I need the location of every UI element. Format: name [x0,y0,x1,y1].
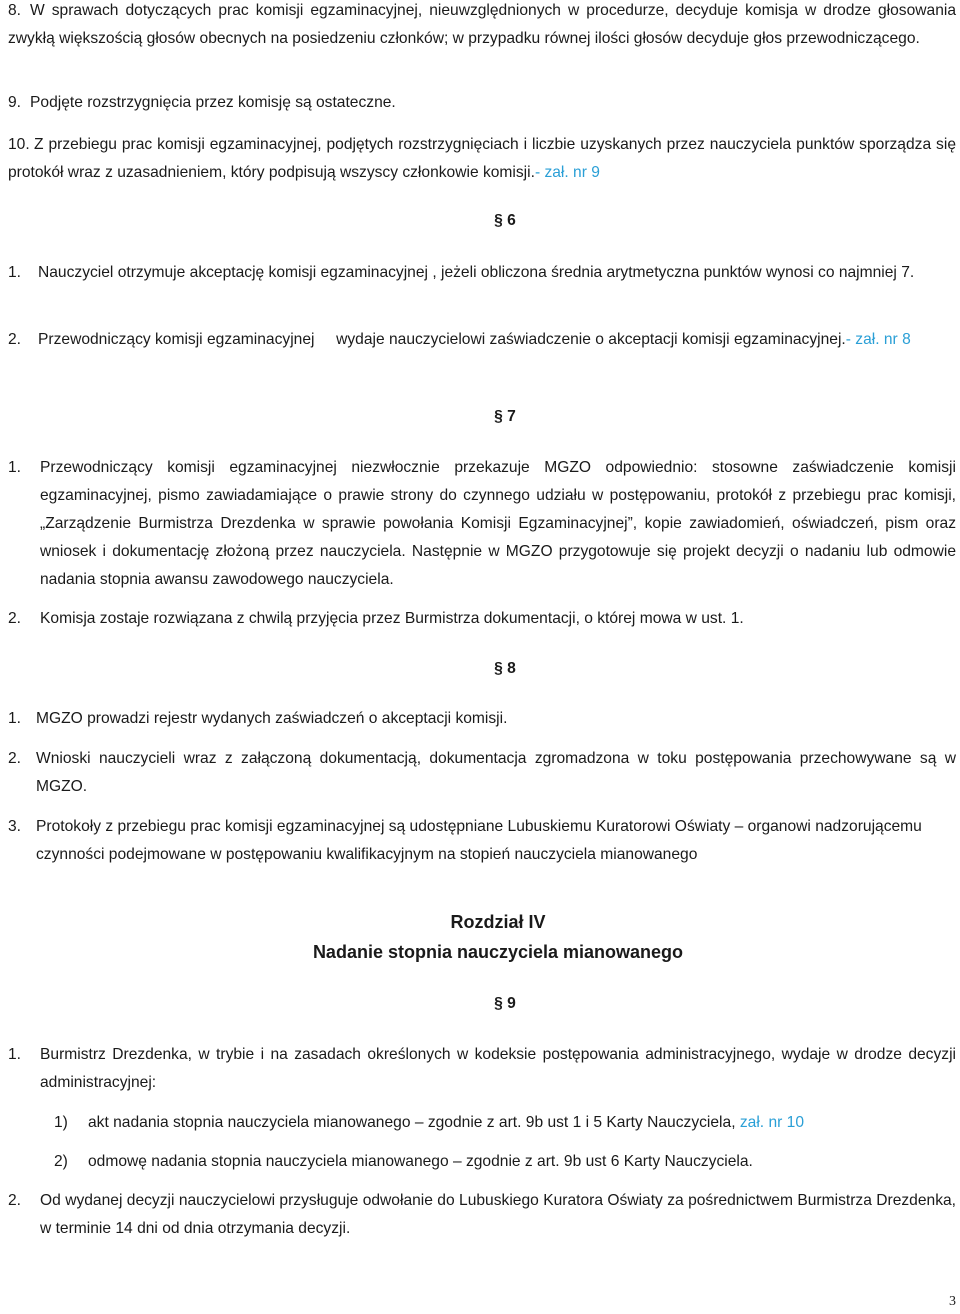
section-heading-7: § 7 [494,408,516,425]
chapter-subtitle: Nadanie stopnia nauczyciela mianowanego [312,942,684,962]
item-text: Przewodniczący komisji egzaminacyjnej niezwłocznie przekazuje MGZO odpowiednio: stosowne zaświadczenie komisji egzaminacyjnej, pismo zawiadamiające o prawie strony do czynnego udziału w postępowaniu, protokół z przebiegu prac komisji, „Zarządzenie Burmistrza Drezdenka w sprawie powołania Komisji Egzaminacyjnej”, kopie zawiadomień, oświadczeń, pism oraz wniosek i dokumentację złożoną przez nauczyciela. Następnie w MGZO przygotowuje się projekt decyzji o nadaniu lub odmowie nadania stopnia awansu zawodowego nauczyciela. [40,459,956,588]
paragraph-8-2 [8,745,956,801]
attachment-link[interactable]: - zał. nr 9 [534,164,600,181]
item-text: Wnioski nauczycieli wraz z załączoną dokumentacją, dokumentacja zgromadzona w toku postępowania przechowywane są w MGZO. [36,750,956,795]
paragraph-5-10 [8,131,956,187]
subitem-9-1-2 [54,1148,954,1176]
item-text: Z przebiegu prac komisji egzaminacyjnej, podjętych rozstrzygnięciach i liczbie uzyskanych przez nauczyciela punktów sporządza się protokół wraz z uzasadnieniem, który podpisują wszyscy członkowie komisji. [8,136,956,181]
subitem-9-1-1 [54,1109,954,1137]
item-number: 2. [8,331,22,348]
item-number: 2. [8,610,22,627]
section-heading-9: § 9 [494,995,516,1012]
item-text [54,1109,954,1137]
item-text: Podjęte rozstrzygnięcia przez komisję są ostateczne. [30,94,396,111]
item-text-body: Przewodniczący komisji egzaminacyjnej wydaje nauczycielowi zaświadczenie o akceptacji komisji egzaminacyjnej. [38,331,846,348]
paragraph-6-2 [8,326,956,354]
item-number: 2. [8,1192,22,1209]
paragraph-9-1 [8,1041,956,1097]
attachment-link[interactable]: zał. nr 10 [739,1114,805,1131]
paragraph-5-8 [8,0,956,53]
paragraph-9-2 [8,1187,956,1243]
item-text [8,326,956,354]
paragraph-8-1 [8,705,956,733]
item-number: 2) [54,1153,68,1170]
attachment-link[interactable]: - zał. nr 8 [845,331,911,348]
item-number: 1) [54,1114,68,1131]
item-number: 9. [8,94,22,111]
item-text: Komisja zostaje rozwiązana z chwilą przyjęcia przez Burmistrza dokumentacji, o której mowa w ust. 1. [40,610,744,627]
paragraph-7-2 [8,605,956,633]
item-number: 10. [8,136,30,153]
section-heading-8: § 8 [494,660,516,677]
item-number: 1. [8,1046,22,1063]
item-number: 8. [8,2,22,19]
item-number: 1. [8,264,22,281]
item-text: W sprawach dotyczących prac komisji egzaminacyjnej, nieuwzględnionych w procedurze, decyduje komisja w drodze głosowania zwykłą większością głosów obecnych na posiedzeniu członków; w przypadku równej ilości głosów decyduje głos przewodniczącego. [8,2,956,47]
section-heading-6: § 6 [494,212,516,229]
item-number: 1. [8,459,22,476]
item-text-body: akt nadania stopnia nauczyciela mianowanego – zgodnie z art. 9b ust 1 i 5 Karty Nauczyciela, [88,1114,740,1131]
paragraph-8-3 [8,813,956,869]
paragraph-5-9 [8,89,956,117]
item-text: MGZO prowadzi rejestr wydanych zaświadczeń o akceptacji komisji. [36,710,508,727]
paragraph-6-1 [8,259,956,287]
item-text: Burmistrz Drezdenka, w trybie i na zasadach określonych w kodeksie postępowania administracyjnego, wydaje w drodze decyzji administracyjnej: [40,1046,956,1091]
item-text: odmowę nadania stopnia nauczyciela mianowanego – zgodnie z art. 9b ust 6 Karty Nauczyciela. [88,1153,753,1170]
item-number: 2. [8,750,22,767]
item-number: 3. [8,818,22,835]
chapter-title: Rozdział IV [450,912,546,932]
page-number: 3 [949,1294,956,1309]
item-text: Protokoły z przebiegu prac komisji egzaminacyjnej są udostępniane Lubuskiemu Kuratorowi Oświaty – organowi nadzorującemu czynności podejmowane w postępowaniu kwalifikacyjnym na stopień nauczyciela mianowanego [36,818,922,863]
item-text: Nauczyciel otrzymuje akceptację komisji egzaminacyjnej , jeżeli obliczona średnia arytmetyczna punktów wynosi co najmniej 7. [38,264,915,281]
item-number: 1. [8,710,22,727]
item-text: Od wydanej decyzji nauczycielowi przysługuje odwołanie do Lubuskiego Kuratora Oświaty za pośrednictwem Burmistrza Drezdenka, w terminie 14 dni od dnia otrzymania decyzji. [40,1192,956,1237]
paragraph-7-1 [8,454,956,594]
